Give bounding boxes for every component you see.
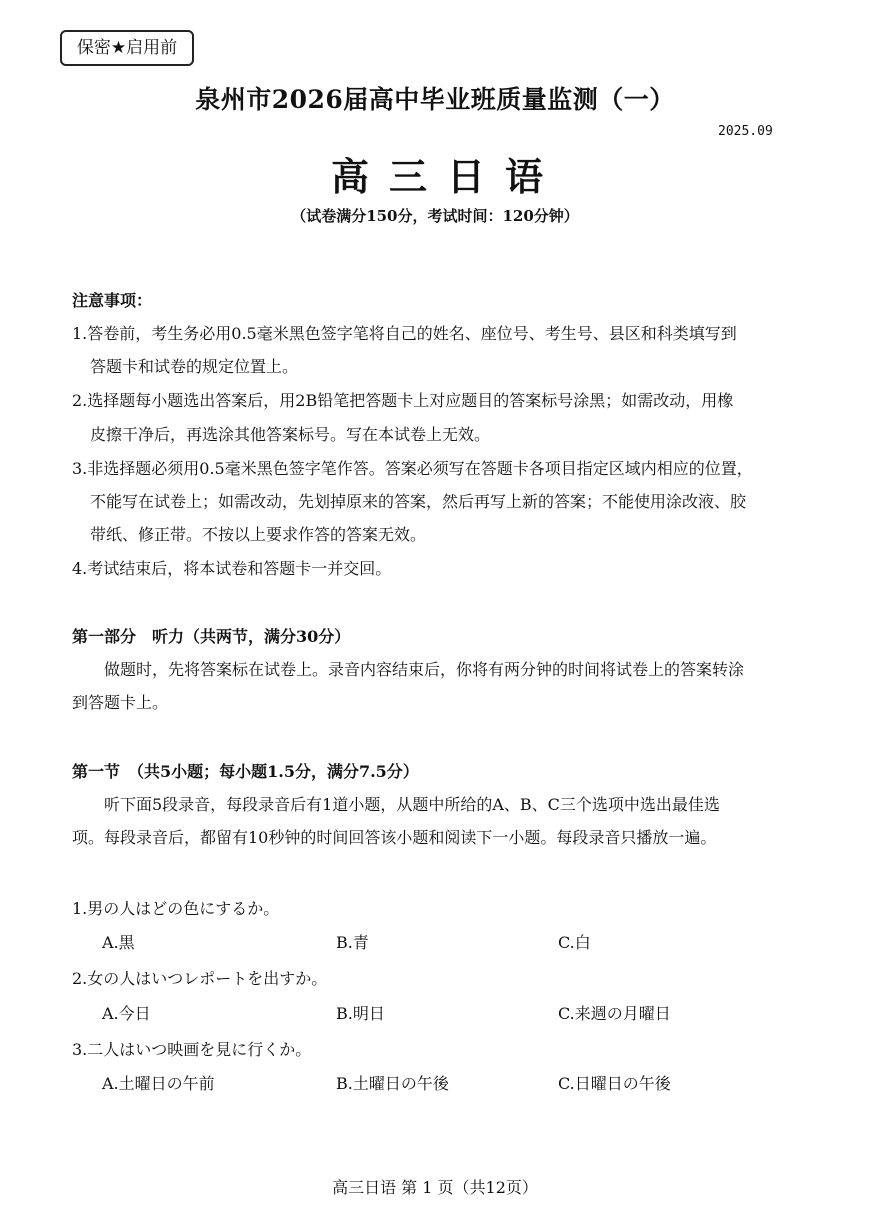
q1-option-c: C.白 — [558, 933, 591, 952]
part1-heading: 第一部分 听力（共两节，满分30分） — [72, 627, 351, 646]
notice-heading: 注意事项： — [72, 291, 153, 310]
exam-title: 泉州市2026届高中毕业班质量监测（一） — [195, 85, 675, 114]
q1-option-a: A.黒 — [102, 933, 135, 952]
section1-instruction: 听下面5段录音，每段录音后有1道小题，从题中所给的A、B、C三个选项中选出最佳选 — [104, 795, 720, 814]
subject-title: 高三日语 — [330, 154, 563, 199]
section1-heading: 第一节 （共5小题；每小题1.5分，满分7.5分） — [72, 762, 419, 781]
q3-option-a: A.土曜日の午前 — [102, 1074, 215, 1093]
notice-line: 2.选择题每小题选出答案后，用2B铅笔把答题卡上对应题目的答案标号涂黑；如需改动，用橡 — [72, 391, 734, 410]
q2-option-c: C.来週の月曜日 — [558, 1004, 671, 1023]
question-2: 2.女の人はいつレポートを出すか。 — [72, 969, 328, 988]
notice-line: 带纸、修正带。不按以上要求作答的答案无效。 — [90, 525, 427, 544]
q3-option-b: B.土曜日の午後 — [336, 1074, 449, 1093]
notice-line: 3.非选择题必须用0.5毫米黑色签字笔作答。答案必须写在答题卡各项目指定区域内相应的位置， — [72, 459, 753, 478]
question-3: 3.二人はいつ映画を見に行くか。 — [72, 1040, 312, 1059]
q1-option-b: B.青 — [336, 933, 369, 952]
section1-instruction: 项。每段录音后，都留有10秒钟的时间回答该小题和阅读下一小题。每段录音只播放一遍。 — [72, 828, 717, 847]
notice-line: 1.答卷前，考生务必用0.5毫米黑色签字笔将自己的姓名、座位号、考生号、县区和科类填写到 — [72, 324, 737, 343]
part1-instruction: 做题时，先将答案标在试卷上。录音内容结束后，你将有两分钟的时间将试卷上的答案转涂 — [104, 660, 745, 679]
notice-line: 不能写在试卷上；如需改动，先划掉原来的答案，然后再写上新的答案；不能使用涂改液、胶 — [90, 492, 747, 511]
notice-line: 答题卡和试卷的规定位置上。 — [90, 357, 299, 376]
q2-option-b: B.明日 — [336, 1004, 385, 1023]
page-footer: 高三日语 第 1 页（共12页） — [332, 1178, 538, 1197]
confidential-stamp: 保密★启用前 — [60, 30, 194, 66]
notice-line: 皮擦干净后，再选涂其他答案标号。写在本试卷上无效。 — [90, 425, 491, 444]
exam-info: （试卷满分150分，考试时间：120分钟） — [291, 207, 579, 225]
q3-option-c: C.日曜日の午後 — [558, 1074, 671, 1093]
question-1: 1.男の人はどの色にするか。 — [72, 899, 280, 918]
notice-line: 4.考试结束后，将本试卷和答题卡一并交回。 — [72, 559, 392, 578]
part1-instruction: 到答题卡上。 — [72, 693, 169, 712]
exam-date: 2025.09 — [718, 124, 773, 139]
q2-option-a: A.今日 — [102, 1004, 151, 1023]
